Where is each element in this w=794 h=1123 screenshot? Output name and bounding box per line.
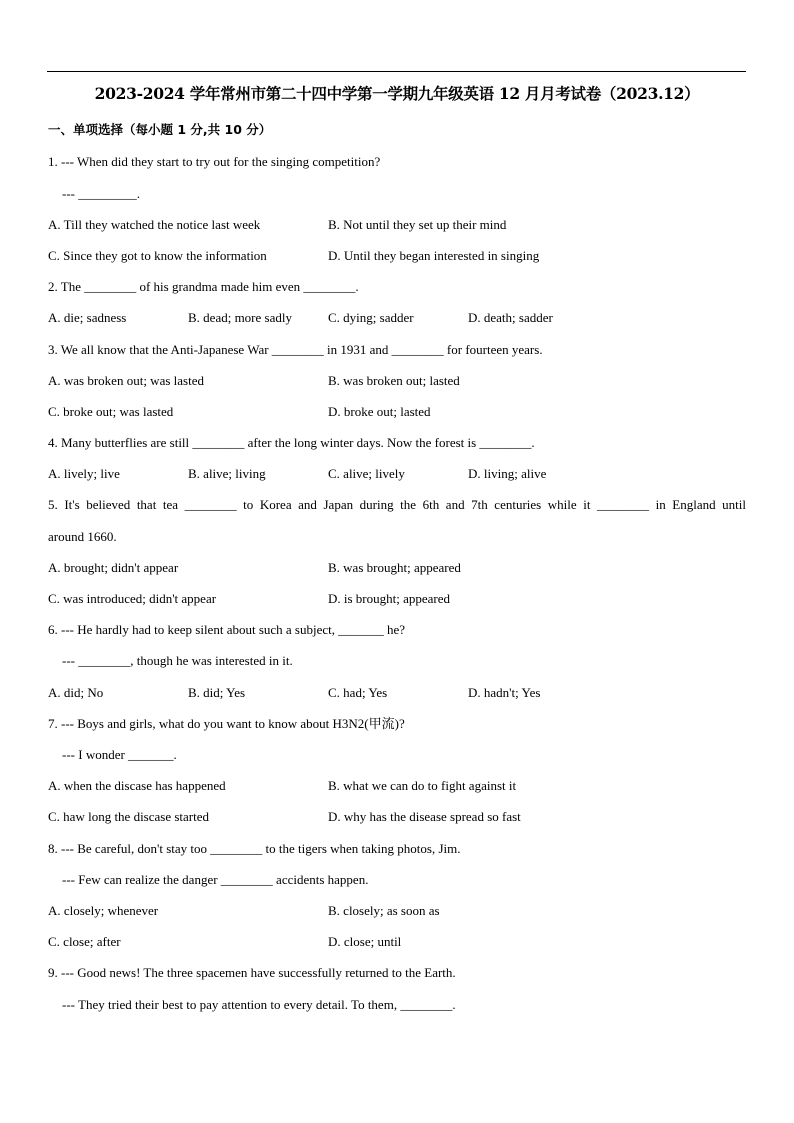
question-5-option-c: C. was introduced; didn't appear <box>48 591 217 606</box>
page-title: 2023-2024 学年常州市第二十四中学第一学期九年级英语 12 月月考试卷（2023.12） <box>94 84 700 103</box>
question-1-option-a: A. Till they watched the notice last week <box>48 217 261 232</box>
question-9-stem: 9. --- Good news! The three spacemen have successfully returned to the Earth. <box>48 965 456 980</box>
question-8-option-c: C. close; after <box>48 934 121 949</box>
question-4-option-a: A. lively; live <box>48 466 120 481</box>
question-5-option-b: B. was brought; appeared <box>328 560 461 575</box>
question-4-option-d: D. living; alive <box>468 466 547 481</box>
question-8-option-a: A. closely; whenever <box>48 903 159 918</box>
question-7-option-a: A. when the discase has happened <box>48 778 226 793</box>
question-3-option-b: B. was broken out; lasted <box>328 373 460 388</box>
question-5-stem-line-1: 5. It's believed that tea ________ to Korea and Japan during the 6th and 7th centuries while it ________ in England until <box>48 497 746 512</box>
question-7-option-c: C. haw long the discase started <box>48 809 210 824</box>
question-3-stem: 3. We all know that the Anti-Japanese War ________ in 1931 and ________ for fourteen years. <box>48 342 543 357</box>
question-7-option-b: B. what we can do to fight against it <box>328 778 517 793</box>
question-4-stem: 4. Many butterflies are still ________ after the long winter days. Now the forest is ________. <box>48 435 535 450</box>
question-2-stem: 2. The ________ of his grandma made him even ________. <box>48 279 359 294</box>
question-6-option-a: A. did; No <box>48 685 104 700</box>
question-6-stem: 6. --- He hardly had to keep silent about such a subject, _______ he? <box>48 622 406 637</box>
question-4-option-c: C. alive; lively <box>328 466 405 481</box>
question-6-answer-line: --- ________, though he was interested in it. <box>62 653 293 668</box>
question-8-answer-line: --- Few can realize the danger ________ accidents happen. <box>62 872 369 887</box>
question-1-stem: 1. --- When did they start to try out for the singing competition? <box>48 154 381 169</box>
question-1-option-c: C. Since they got to know the information <box>48 248 267 263</box>
question-3-option-d: D. broke out; lasted <box>328 404 431 419</box>
question-5-option-a: A. brought; didn't appear <box>48 560 179 575</box>
question-4-option-b: B. alive; living <box>188 466 266 481</box>
question-3-option-c: C. broke out; was lasted <box>48 404 174 419</box>
question-2-option-c: C. dying; sadder <box>328 310 414 325</box>
question-8-option-d: D. close; until <box>328 934 402 949</box>
question-6-option-c: C. had; Yes <box>328 685 388 700</box>
question-2-option-b: B. dead; more sadly <box>188 310 292 325</box>
header-rule <box>47 71 746 72</box>
question-3-option-a: A. was broken out; was lasted <box>48 373 204 388</box>
question-8-option-b: B. closely; as soon as <box>328 903 440 918</box>
question-1-option-b: B. Not until they set up their mind <box>328 217 507 232</box>
question-5-option-d: D. is brought; appeared <box>328 591 451 606</box>
question-7-option-d: D. why has the disease spread so fast <box>328 809 521 824</box>
question-7-stem: 7. --- Boys and girls, what do you want to know about H3N2(甲流)? <box>48 716 405 731</box>
question-6-option-d: D. hadn't; Yes <box>468 685 541 700</box>
question-1-option-d: D. Until they began interested in singing <box>328 248 540 263</box>
question-9-answer-line: --- They tried their best to pay attention to every detail. To them, ________. <box>62 997 456 1012</box>
question-7-answer-line: --- I wonder _______. <box>62 747 177 762</box>
section-heading: 一、单项选择（每小题 1 分,共 10 分） <box>48 122 272 137</box>
question-1-answer-line: --- _________. <box>62 186 140 201</box>
question-6-option-b: B. did; Yes <box>188 685 246 700</box>
question-5-stem-line-2: around 1660. <box>48 529 117 544</box>
question-2-option-a: A. die; sadness <box>48 310 127 325</box>
question-8-stem: 8. --- Be careful, don't stay too ________ to the tigers when taking photos, Jim. <box>48 841 461 856</box>
question-2-option-d: D. death; sadder <box>468 310 553 325</box>
